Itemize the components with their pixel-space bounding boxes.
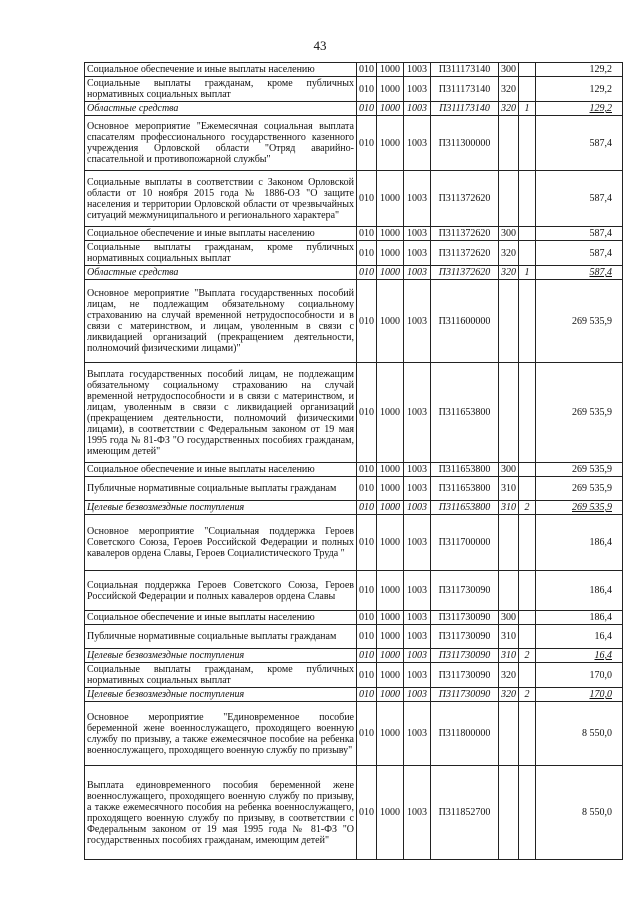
col-target-code: П311653800 xyxy=(431,463,499,477)
table-row xyxy=(85,171,623,227)
col-ministry: 010 xyxy=(357,363,377,463)
row-name: Основное мероприятие "Единовременное пособие беременной жене военнослужащего, проходящего военную службу по призыву, а также ежемесячное пособие на ребенка военнослужащего, проходящего военную службу по призыву" xyxy=(85,702,357,766)
col-amount: 129,2 xyxy=(536,63,623,77)
col-expense-type xyxy=(499,171,519,227)
col-target-code: П311653800 xyxy=(431,363,499,463)
row-name: Областные средства xyxy=(85,102,357,116)
col-expense-type: 310 xyxy=(499,625,519,649)
col-source-code xyxy=(519,116,536,171)
col-section: 1000 xyxy=(377,702,404,766)
col-subsection: 1003 xyxy=(404,611,431,625)
col-subsection: 1003 xyxy=(404,463,431,477)
col-ministry: 010 xyxy=(357,102,377,116)
col-source-code xyxy=(519,571,536,611)
table-row xyxy=(85,663,623,688)
col-source-code xyxy=(519,625,536,649)
table-row xyxy=(85,515,623,571)
col-ministry: 010 xyxy=(357,501,377,515)
table-row xyxy=(85,241,623,266)
col-expense-type: 300 xyxy=(499,611,519,625)
row-name: Основное мероприятие "Ежемесячная социальная выплата спасателям профессионального государственного казенного учреждения Орловской области "Отряд аварийно-спасательной и противопожарной службы" xyxy=(85,116,357,171)
row-name: Выплата единовременного пособия беременной жене военнослужащего, проходящего военную службу по призыву, а также ежемесячного пособия на ребенка военнослужащего, проходящего военную службу по призыву, в соответствии с Федеральным законом от 19 мая 1995 года № 81-ФЗ "О государственных пособиях гражданам, имеющим детей" xyxy=(85,766,357,860)
col-section: 1000 xyxy=(377,280,404,363)
col-subsection: 1003 xyxy=(404,280,431,363)
row-name: Социальные выплаты в соответствии с Законом Орловской области от 10 ноября 2015 года № 1886-ОЗ "О защите населения и территории Орловской области от чрезвычайных ситуаций межмуниципального и регионального характера" xyxy=(85,171,357,227)
col-ministry: 010 xyxy=(357,625,377,649)
col-source-code xyxy=(519,63,536,77)
row-name: Основное мероприятие "Выплата государственных пособий лицам, не подлежащим обязательному социальному страхованию на случай временной нетрудоспособности и в связи с материнством, и лицам, уволенным в связи с ликвидацией организаций (прекращением деятельности, полномочий физическими лицами)" xyxy=(85,280,357,363)
col-amount: 129,2 xyxy=(536,77,623,102)
col-expense-type xyxy=(499,766,519,860)
col-ministry: 010 xyxy=(357,571,377,611)
table-row xyxy=(85,625,623,649)
row-name: Основное мероприятие "Социальная поддержка Героев Советского Союза, Героев Российской Федерации и полных кавалеров ордена Славы, Героев Социалистического Труда " xyxy=(85,515,357,571)
col-subsection: 1003 xyxy=(404,477,431,501)
col-source-code xyxy=(519,702,536,766)
col-subsection: 1003 xyxy=(404,515,431,571)
col-ministry: 010 xyxy=(357,611,377,625)
col-target-code: П311653800 xyxy=(431,501,499,515)
col-section: 1000 xyxy=(377,102,404,116)
col-expense-type xyxy=(499,280,519,363)
col-subsection: 1003 xyxy=(404,702,431,766)
col-source-code: 2 xyxy=(519,688,536,702)
col-ministry: 010 xyxy=(357,280,377,363)
col-expense-type xyxy=(499,116,519,171)
col-source-code xyxy=(519,477,536,501)
col-amount: 170,0 xyxy=(536,663,623,688)
col-source-code xyxy=(519,363,536,463)
col-amount: 587,4 xyxy=(536,266,623,280)
col-target-code: П311730090 xyxy=(431,611,499,625)
col-expense-type: 320 xyxy=(499,241,519,266)
table-body xyxy=(85,63,623,860)
col-ministry: 010 xyxy=(357,116,377,171)
col-target-code: П311700000 xyxy=(431,515,499,571)
col-section: 1000 xyxy=(377,227,404,241)
col-expense-type xyxy=(499,702,519,766)
col-expense-type: 310 xyxy=(499,501,519,515)
col-section: 1000 xyxy=(377,515,404,571)
col-source-code xyxy=(519,227,536,241)
col-source-code xyxy=(519,766,536,860)
col-target-code: П311852700 xyxy=(431,766,499,860)
col-section: 1000 xyxy=(377,77,404,102)
row-name: Публичные нормативные социальные выплаты гражданам xyxy=(85,625,357,649)
table-row xyxy=(85,571,623,611)
col-section: 1000 xyxy=(377,477,404,501)
col-section: 1000 xyxy=(377,571,404,611)
col-ministry: 010 xyxy=(357,266,377,280)
col-ministry: 010 xyxy=(357,688,377,702)
row-name: Социальное обеспечение и иные выплаты населению xyxy=(85,611,357,625)
table-row xyxy=(85,266,623,280)
col-ministry: 010 xyxy=(357,77,377,102)
table-row xyxy=(85,102,623,116)
table-row xyxy=(85,116,623,171)
col-source-code: 2 xyxy=(519,649,536,663)
table-row xyxy=(85,280,623,363)
col-ministry: 010 xyxy=(357,515,377,571)
col-subsection: 1003 xyxy=(404,649,431,663)
col-target-code: П311730090 xyxy=(431,571,499,611)
col-expense-type: 300 xyxy=(499,227,519,241)
col-expense-type: 320 xyxy=(499,77,519,102)
col-target-code: П311730090 xyxy=(431,663,499,688)
col-section: 1000 xyxy=(377,649,404,663)
table-row xyxy=(85,702,623,766)
col-ministry: 010 xyxy=(357,477,377,501)
col-ministry: 010 xyxy=(357,649,377,663)
col-subsection: 1003 xyxy=(404,77,431,102)
col-amount: 16,4 xyxy=(536,625,623,649)
col-amount: 8 550,0 xyxy=(536,702,623,766)
col-subsection: 1003 xyxy=(404,766,431,860)
col-ministry: 010 xyxy=(357,171,377,227)
col-amount: 587,4 xyxy=(536,227,623,241)
col-amount: 170,0 xyxy=(536,688,623,702)
table-row xyxy=(85,77,623,102)
row-name: Социальное обеспечение и иные выплаты населению xyxy=(85,227,357,241)
col-expense-type: 320 xyxy=(499,102,519,116)
row-name: Областные средства xyxy=(85,266,357,280)
col-ministry: 010 xyxy=(357,463,377,477)
col-expense-type: 300 xyxy=(499,63,519,77)
table-row xyxy=(85,649,623,663)
col-section: 1000 xyxy=(377,663,404,688)
col-section: 1000 xyxy=(377,171,404,227)
col-ministry: 010 xyxy=(357,241,377,266)
col-subsection: 1003 xyxy=(404,571,431,611)
col-source-code xyxy=(519,611,536,625)
col-source-code xyxy=(519,77,536,102)
col-source-code xyxy=(519,663,536,688)
col-target-code: П311730090 xyxy=(431,625,499,649)
page-number: 43 xyxy=(313,38,327,53)
table-row xyxy=(85,501,623,515)
col-subsection: 1003 xyxy=(404,688,431,702)
col-target-code: П311800000 xyxy=(431,702,499,766)
col-subsection: 1003 xyxy=(404,663,431,688)
col-target-code: П311173140 xyxy=(431,63,499,77)
col-section: 1000 xyxy=(377,63,404,77)
col-subsection: 1003 xyxy=(404,227,431,241)
col-source-code: 1 xyxy=(519,102,536,116)
col-source-code xyxy=(519,171,536,227)
col-subsection: 1003 xyxy=(404,171,431,227)
col-amount: 587,4 xyxy=(536,116,623,171)
col-target-code: П311173140 xyxy=(431,102,499,116)
budget-table xyxy=(84,62,623,860)
col-expense-type xyxy=(499,571,519,611)
col-subsection: 1003 xyxy=(404,266,431,280)
col-amount: 269 535,9 xyxy=(536,501,623,515)
table-row xyxy=(85,363,623,463)
row-name: Выплата государственных пособий лицам, не подлежащим обязательному социальному страхованию на случай временной нетрудоспособности и в связи с материнством, и лицам, уволенным в связи с ликвидацией организаций (прекращением деятельности, полномочий физическими лицами), в соответствии с Федеральным законом от 19 мая 1995 года № 81-ФЗ "О государственных пособиях гражданам, имеющим детей" xyxy=(85,363,357,463)
col-target-code: П311173140 xyxy=(431,77,499,102)
col-source-code xyxy=(519,280,536,363)
col-expense-type: 320 xyxy=(499,266,519,280)
col-target-code: П311600000 xyxy=(431,280,499,363)
col-amount: 16,4 xyxy=(536,649,623,663)
col-expense-type: 320 xyxy=(499,663,519,688)
col-subsection: 1003 xyxy=(404,363,431,463)
col-amount: 269 535,9 xyxy=(536,280,623,363)
col-subsection: 1003 xyxy=(404,241,431,266)
col-subsection: 1003 xyxy=(404,501,431,515)
col-section: 1000 xyxy=(377,625,404,649)
col-source-code xyxy=(519,515,536,571)
row-name: Социальные выплаты гражданам, кроме публичных нормативных социальных выплат xyxy=(85,241,357,266)
col-amount: 186,4 xyxy=(536,611,623,625)
col-amount: 186,4 xyxy=(536,515,623,571)
table-row xyxy=(85,463,623,477)
row-name: Целевые безвозмездные поступления xyxy=(85,501,357,515)
col-amount: 269 535,9 xyxy=(536,363,623,463)
col-ministry: 010 xyxy=(357,766,377,860)
col-target-code: П311372620 xyxy=(431,227,499,241)
table-row xyxy=(85,766,623,860)
row-name: Социальное обеспечение и иные выплаты населению xyxy=(85,463,357,477)
table-row xyxy=(85,63,623,77)
col-expense-type: 310 xyxy=(499,649,519,663)
col-section: 1000 xyxy=(377,116,404,171)
col-expense-type: 310 xyxy=(499,477,519,501)
col-section: 1000 xyxy=(377,463,404,477)
col-amount: 587,4 xyxy=(536,241,623,266)
col-ministry: 010 xyxy=(357,227,377,241)
col-subsection: 1003 xyxy=(404,116,431,171)
col-target-code: П311372620 xyxy=(431,171,499,227)
col-target-code: П311372620 xyxy=(431,241,499,266)
row-name: Социальные выплаты гражданам, кроме публичных нормативных социальных выплат xyxy=(85,663,357,688)
col-section: 1000 xyxy=(377,766,404,860)
table-row xyxy=(85,688,623,702)
col-section: 1000 xyxy=(377,363,404,463)
col-subsection: 1003 xyxy=(404,102,431,116)
col-target-code: П311730090 xyxy=(431,649,499,663)
row-name: Целевые безвозмездные поступления xyxy=(85,688,357,702)
col-amount: 129,2 xyxy=(536,102,623,116)
col-source-code xyxy=(519,241,536,266)
row-name: Социальные выплаты гражданам, кроме публичных нормативных социальных выплат xyxy=(85,77,357,102)
col-subsection: 1003 xyxy=(404,625,431,649)
col-expense-type xyxy=(499,515,519,571)
col-expense-type xyxy=(499,363,519,463)
col-amount: 269 535,9 xyxy=(536,463,623,477)
col-ministry: 010 xyxy=(357,663,377,688)
row-name: Целевые безвозмездные поступления xyxy=(85,649,357,663)
col-ministry: 010 xyxy=(357,63,377,77)
col-source-code xyxy=(519,463,536,477)
col-ministry: 010 xyxy=(357,702,377,766)
table-row xyxy=(85,611,623,625)
col-expense-type: 300 xyxy=(499,463,519,477)
table-row xyxy=(85,477,623,501)
col-section: 1000 xyxy=(377,266,404,280)
col-amount: 8 550,0 xyxy=(536,766,623,860)
col-target-code: П311653800 xyxy=(431,477,499,501)
col-target-code: П311730090 xyxy=(431,688,499,702)
col-section: 1000 xyxy=(377,611,404,625)
col-section: 1000 xyxy=(377,501,404,515)
col-section: 1000 xyxy=(377,688,404,702)
col-target-code: П311300000 xyxy=(431,116,499,171)
table-row xyxy=(85,227,623,241)
col-amount: 587,4 xyxy=(536,171,623,227)
col-section: 1000 xyxy=(377,241,404,266)
col-subsection: 1003 xyxy=(404,63,431,77)
col-source-code: 1 xyxy=(519,266,536,280)
col-source-code: 2 xyxy=(519,501,536,515)
col-expense-type: 320 xyxy=(499,688,519,702)
col-amount: 269 535,9 xyxy=(536,477,623,501)
row-name: Публичные нормативные социальные выплаты гражданам xyxy=(85,477,357,501)
col-target-code: П311372620 xyxy=(431,266,499,280)
row-name: Социальное обеспечение и иные выплаты населению xyxy=(85,63,357,77)
col-amount: 186,4 xyxy=(536,571,623,611)
row-name: Социальная поддержка Героев Советского Союза, Героев Российской Федерации и полных кавалеров ордена Славы xyxy=(85,571,357,611)
